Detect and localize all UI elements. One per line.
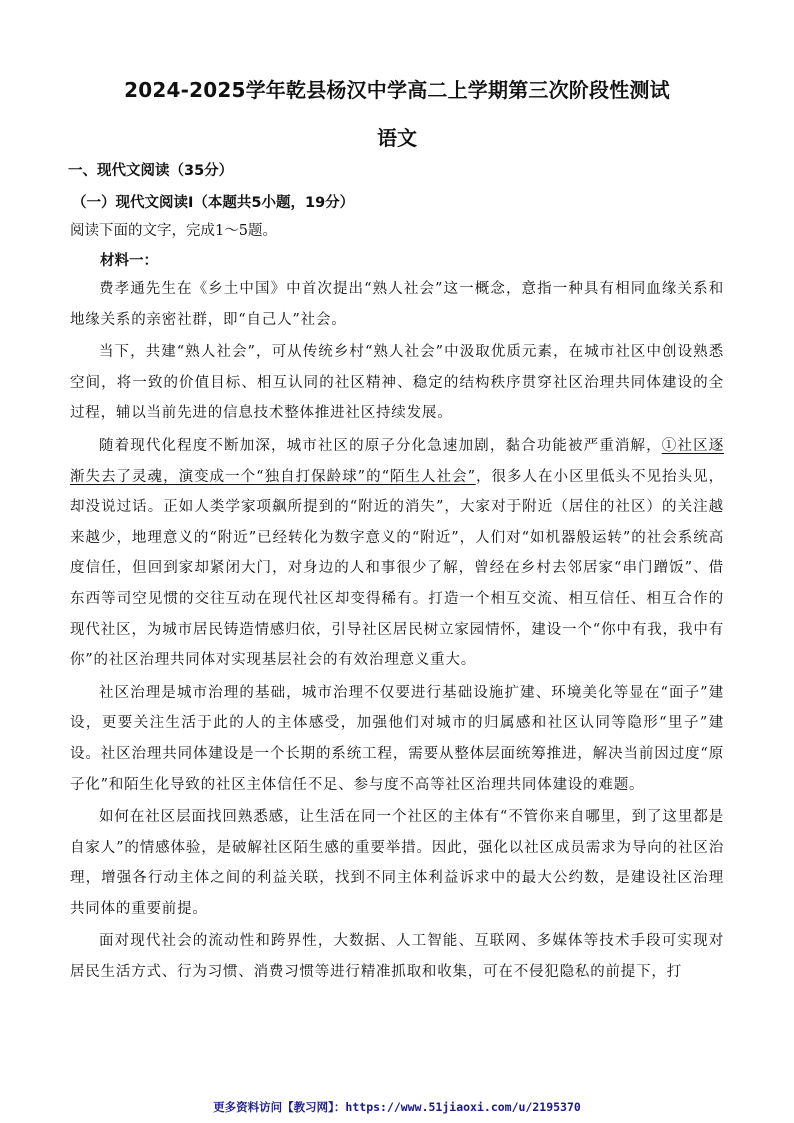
paragraph-1: 费孝通先生在《乡土中国》中首次提出“熟人社会”这一概念，意指一种具有相同血缘关系和地缘关系的亲密社群，即“自己人”社会。	[70, 281, 724, 328]
paragraph-5: 如何在社区层面找回熟悉感，让生活在同一个社区的主体有“不管你来自哪里，到了这里都是自家人”的情感体验，是破解社区陌生感的重要举措。因此，强化以社区成员需求为导向的社区治理，增强各行动主体之间的利益关联，找到不同主体利益诉求中的最大公约数，是建设社区治理共同体的重要前提。	[70, 809, 724, 917]
paragraph-3-start: 随着现代化程度不断加深，城市社区的原子分化急速加剧，黏合功能被严重消解，	[99, 437, 662, 454]
paragraph-3	[70, 431, 724, 676]
paragraph-3-end: ，很多人在小区里低头不见抬头见，却没说过话。正如人类学家项飙所提到的“附近的消失”，大家对于附近（居住的社区）的关注越来越少，地理意义的“附近”已经转化为数字意义的“附近”，人们对“如机器般运转”的社会系统高度信任，但回到家却紧闭大门，对身边的人和事很少了解，曾经在乡村去邻居家“串门蹭饭”、借东西等司空见惯的交往互动在现代社区却变得稀有。打造一个相互交流、相互信任、相互合作的现代社区，为城市居民铸造情感归依，引导社区居民树立家园情怀，建设一个“你中有我，我中有你”的社区治理共同体对实现基层社会的有效治理意义重大。	[70, 468, 724, 669]
material-label: 材料一：	[100, 253, 158, 269]
reading-instruction: 阅读下面的文字，完成1～5题。	[70, 223, 277, 239]
paragraph-2: 当下，共建“熟人社会”，可从传统乡村“熟人社会”中汲取优质元素，在城市社区中创设熟悉空间，将一致的价值目标、相互认同的社区精神、稳定的结构秩序贯穿社区治理共同体建设的全过程，辅以当前先进的信息技术整体推进社区持续发展。	[70, 344, 724, 422]
subsection-heading: （一）现代文阅读Ⅰ（本题共5小题，19分）	[72, 195, 355, 211]
paragraph-6: 面对现代社会的流动性和跨界性，大数据、人工智能、互联网、多媒体等技术手段可实现对居民生活方式、行为习惯、消费习惯等进行精准抓取和收集，可在不侵犯隐私的前提下，打	[70, 933, 724, 981]
footer-link[interactable]: 更多资料访问【教习网】：https://www.51jiaoxi.com/u/2195370	[213, 1100, 581, 1114]
subject-title: 语文	[377, 126, 417, 150]
underlined-sentence-1: ①社区逐渐失去了灵魂，演变成一个“独自打保龄球”的“陌生人社会”	[70, 437, 724, 485]
document-title: 2024-2025学年乾县杨汉中学高二上学期第三次阶段性测试	[124, 78, 670, 102]
paragraph-4: 社区治理是城市治理的基础，城市治理不仅要进行基础设施扩建、环境美化等显在“面子”建设，更要关注生活于此的人的主体感受，加强他们对城市的归属感和社区认同等隐形“里子”建设。社区治理共同体建设是一个长期的系统工程，需要从整体层面统筹推进，解决当前因过度“原子化”和陌生化导致的社区主体信任不足、参与度不高等社区治理共同体建设的难题。	[70, 684, 724, 793]
section-heading: 一、现代文阅读（35分）	[68, 163, 234, 179]
